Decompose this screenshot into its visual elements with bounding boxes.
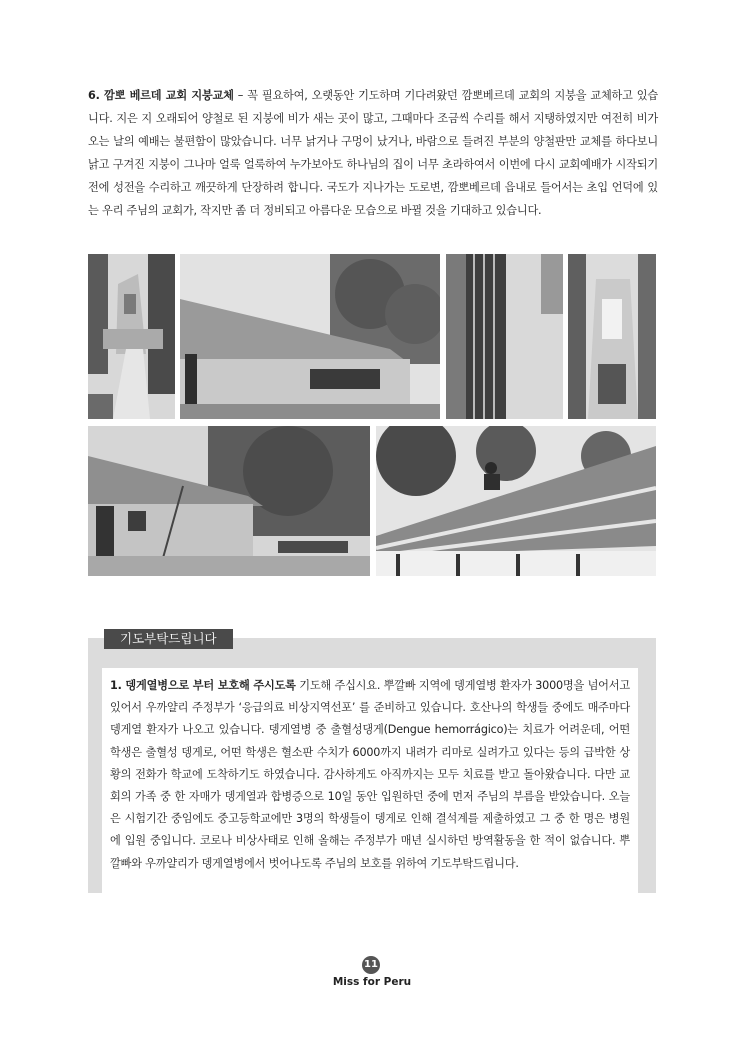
prayer-item-1-body: 기도해 주십시요. 뿌깔빠 지역에 뎅게열병 환자가 3000명을 넘어서고 있어서 우까얄리 주정부가 ‘응급의료 비상지역선포’ 를 준비하고 있습니다. 호산나의 학생들 중에도 매주마다 뎅게열 환자가 나오고 있습니다. 뎅게열병 중 출혈성댕게(Dengue hemorrágico)는 치료가 어려운데, 어떤 학생은 출혈성 뎅게로, 어떤 학생은 혈소판 수치가 6000까지 내려가 리마로 실려가고 있다는 등의 급박한 상황의 전화가 학교에 도착하기도 하였습니다. 감사하게도 아직까지는 모두 치료를 받고 돌아왔습니다. 다만 교회의 가족 중 한 자매가 뎅게열과 합병증으로 10일 동안 입원하던 중에 먼저 주님의 부름을 받았습니다. 오늘은 시험기간 중임에도 중고등학교에만 3명의 학생들이 뎅게로 인해 결석계를 제출하였고 그 중 한 명은 병원에 입원 중입니다. 코로나 비상사태로 인해 올해는 주정부가 매년 실시하던 방역활동을 한 적이 없습니다. 뿌깔빠와 우까얄리가 뎅게열병에서 벗어나도록 주님의 보호를 위하여 기도부탁드립니다. (110, 679, 630, 870)
page-number: 11 (362, 956, 380, 974)
publication-name: Miss for Peru (332, 976, 412, 988)
photo-window-grille (446, 254, 563, 419)
section6-body: – 꼭 필요하여, 오랫동안 기도하며 기다려왔던 깜뽀베르데 교회의 지붕을 교체하고 있습니다. 지은 지 오래되어 양철로 된 지붕에 비가 새는 곳이 많고, 그때마다 조금씩 수리를 해서 지탱하였지만 여전히 비가 오는 날의 예배는 불편함이 많았습니다. 너무 낡거나 구멍이 났거나, 바람으로 들려진 부분의 양철판만 교체를 하다보니 낡고 구겨진 지붕이 그나마 얼룩 얼룩하여 누가보아도 하나님의 집이 너무 초라하여서 이번에 다시 교회예배가 시작되기 전에 성전을 수리하고 깨끗하게 단장하려 합니다. 국도가 지나가는 도로변, 깜뽀베르데 읍내로 들어서는 초입 언덕에 있는 우리 주님의 교회가, 작지만 좀 더 정비되고 아름다운 모습으로 바뀔 것을 기대하고 있습니다. (88, 89, 659, 217)
section6-heading: 6. 깜뽀 베르데 교회 지붕교체 (88, 89, 234, 102)
photo-church-renovation-ground (88, 426, 370, 576)
prayer-section-tab: 기도부탁드립니다 (104, 629, 233, 649)
photo-bell-tower-stairs (88, 254, 175, 419)
prayer-item-1-heading: 1. 뎅게열병으로 부터 보호해 주시도록 (110, 679, 296, 692)
photo-roof-worker (376, 426, 656, 576)
section6-paragraph (88, 84, 658, 222)
photo-church-side-view (180, 254, 440, 419)
photo-bell-tower-closeup (568, 254, 656, 419)
prayer-item-1 (110, 675, 630, 875)
